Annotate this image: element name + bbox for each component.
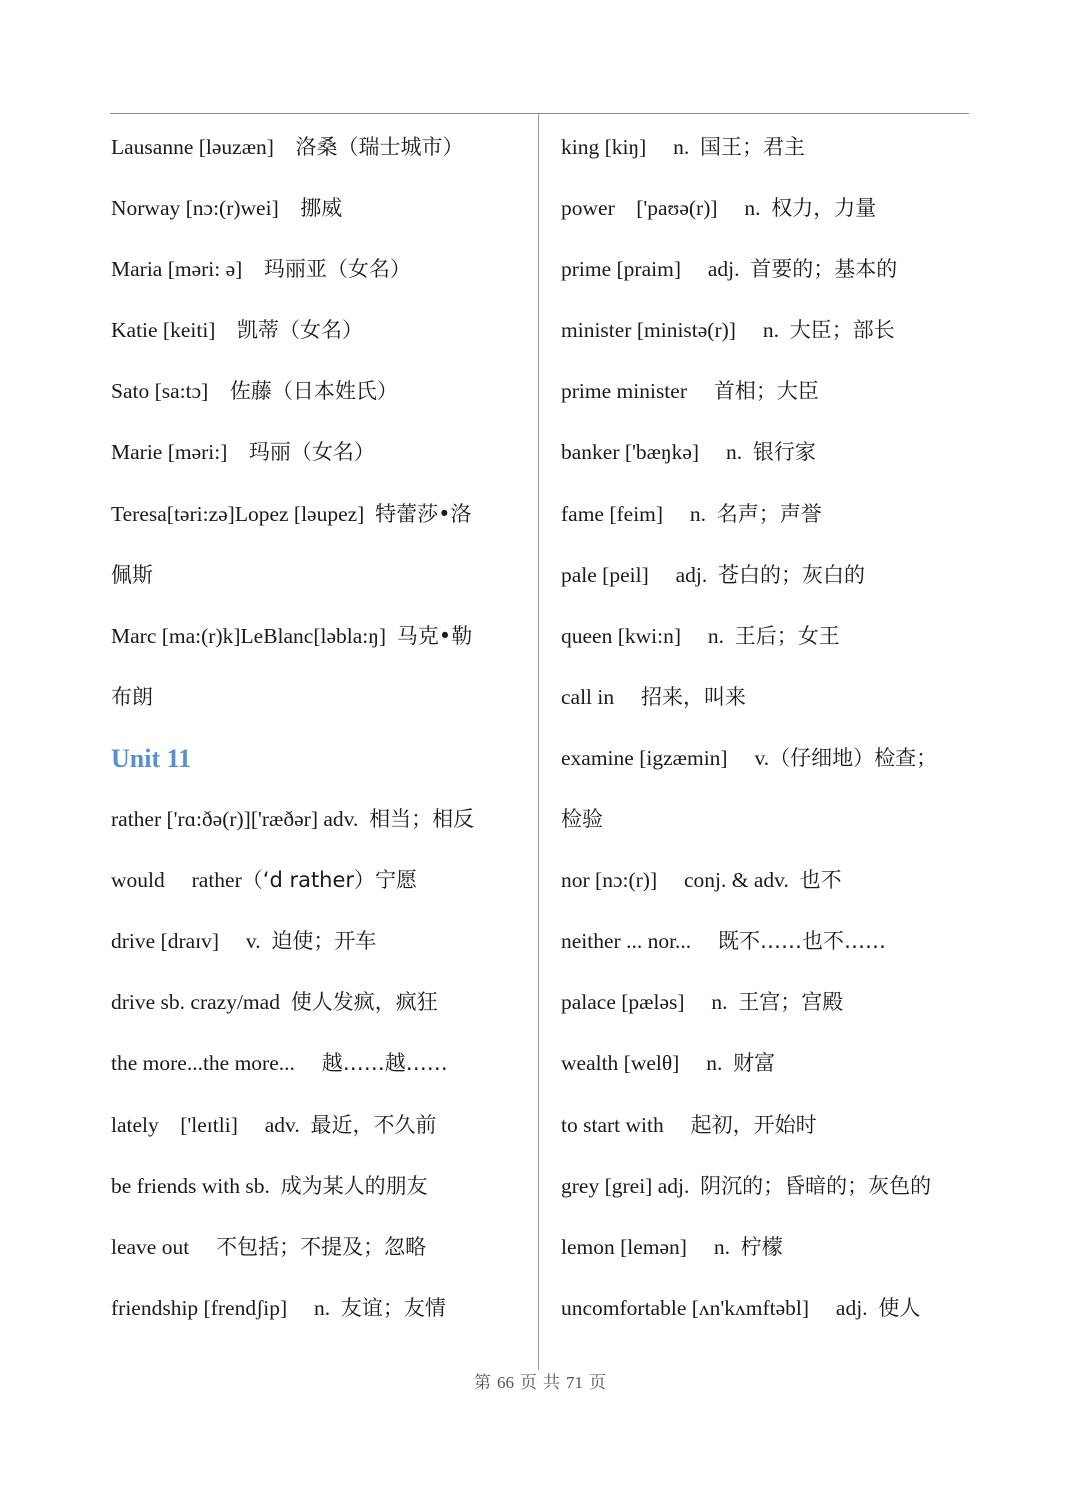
entry-chinese: 友谊；友情: [340, 1295, 446, 1320]
vocab-entry: [111, 789, 526, 850]
entry-chinese: 不包括；不提及；忽略: [216, 1234, 427, 1259]
vocab-entry: [561, 1033, 981, 1094]
vocab-entry: [561, 911, 981, 972]
entry-english: palace [pæləs] n.: [561, 990, 739, 1015]
footer-suffix: 页: [589, 1373, 606, 1392]
entry-english: friendship [frendʃip] n.: [111, 1295, 341, 1320]
entry-chinese: 苍白的；灰白的: [718, 562, 866, 587]
entry-chinese: 最近，不久前: [310, 1112, 437, 1137]
entry-chinese: 使人发疯，疯狂: [290, 990, 438, 1015]
entry-chinese: 马克•勒: [396, 623, 473, 648]
entry-chinese: 起初，开始时: [690, 1112, 817, 1137]
entry-chinese: 大臣；部长: [789, 318, 895, 343]
vocab-entry: [111, 117, 526, 178]
entry-english: prime [praim] adj.: [561, 257, 751, 282]
vocab-entry: [561, 1156, 981, 1217]
entry-chinese: 使人: [878, 1295, 921, 1320]
entry-chinese: 王后；女王: [734, 623, 840, 648]
current-page-number: 66: [497, 1373, 514, 1392]
vocab-entry: [561, 972, 981, 1033]
entry-chinese: 挪威: [300, 196, 343, 221]
entry-english: queen [kwi:n] n.: [561, 623, 735, 648]
page-footer: [0, 1368, 1080, 1393]
entry-chinese: （‘d rather）宁愿: [241, 868, 418, 893]
vocab-entry: [561, 361, 981, 422]
vocab-entry: [111, 361, 526, 422]
entry-english: examine [igzæmin] v.: [561, 745, 770, 770]
vocab-entry: [561, 117, 981, 178]
vocab-entry: [111, 972, 526, 1033]
entry-chinese: 佐藤（日本姓氏）: [229, 379, 398, 404]
entry-chinese: 成为某人的朋友: [280, 1173, 428, 1198]
header-rule: [110, 113, 969, 114]
entry-chinese: 首要的；基本的: [750, 257, 898, 282]
entry-english: drive [draɪv] v.: [111, 929, 272, 954]
entry-english: Marc [ma:(r)k]LeBlanc[ləbla:ŋ]: [111, 623, 397, 648]
entry-english: Marie [məri:]: [111, 440, 249, 465]
entry-chinese: 柠檬: [740, 1234, 783, 1259]
vocab-entry: [561, 1095, 981, 1156]
vocab-entry: [561, 850, 981, 911]
vocab-entry: [111, 850, 526, 911]
entry-english: rather ['rɑ:ðə(r)]['ræðər] adv.: [111, 807, 370, 832]
entry-chinese: 特蕾莎•洛: [375, 501, 472, 526]
entry-english: uncomfortable [ʌn'kʌmftəbl] adj.: [561, 1295, 879, 1320]
entry-chinese: 迫使；开车: [271, 929, 377, 954]
unit-heading: Unit 11: [111, 743, 192, 773]
entry-english: Sato [sa:tɔ]: [111, 379, 230, 404]
entry-english: to start with: [561, 1112, 691, 1137]
footer-total-word: 共: [543, 1373, 560, 1392]
entry-chinese: 国王；君主: [700, 135, 806, 159]
vocab-entry: [111, 1156, 526, 1217]
entry-chinese: （仔细地）检查；: [769, 745, 938, 770]
vocab-entry: [111, 484, 526, 545]
left-column: [111, 117, 526, 1339]
entry-english: lately ['leɪtli] adv.: [111, 1112, 311, 1137]
vocab-entry: [111, 300, 526, 361]
entry-english: Maria [məri: ə]: [111, 257, 264, 282]
vocab-entry: [111, 422, 526, 483]
entry-english: would rather: [111, 868, 242, 893]
entry-english: minister [ministə(r)] n.: [561, 318, 790, 343]
vocab-entry: [561, 1217, 981, 1278]
vocab-entry: [561, 1278, 981, 1339]
right-column: [561, 117, 981, 1339]
entry-english: Katie [keiti]: [111, 318, 237, 343]
entry-chinese: 洛桑（瑞士城市）: [295, 135, 464, 159]
vocab-entry: [561, 606, 981, 667]
entry-english: lemon [lemən] n.: [561, 1234, 741, 1259]
entry-chinese: 佩斯: [111, 562, 153, 587]
vocab-entry: [561, 667, 981, 728]
entry-chinese: 权力，力量: [771, 196, 877, 221]
entry-chinese: 阴沉的；昏暗的；灰色的: [700, 1173, 932, 1198]
entry-chinese: 布朗: [111, 684, 153, 709]
vocab-entry-continuation: [111, 545, 526, 606]
total-page-count: 71: [566, 1373, 583, 1392]
vocab-entry: [561, 239, 981, 300]
entry-chinese: 首相；大臣: [713, 379, 819, 404]
entry-english: pale [peil] adj.: [561, 562, 719, 587]
entry-chinese: 玛丽亚（女名）: [263, 257, 411, 282]
vocab-entry-continuation: [111, 667, 526, 728]
entry-chinese: 既不……也不……: [718, 929, 887, 954]
vocab-entry: [561, 178, 981, 239]
entry-english: Norway [nɔ:(r)wei]: [111, 196, 301, 221]
entry-english: neither ... nor...: [561, 929, 719, 954]
vocab-entry: [561, 484, 981, 545]
vocab-entry: [111, 911, 526, 972]
entry-english: nor [nɔ:(r)] conj. & adv.: [561, 868, 800, 893]
vocab-entry: [111, 178, 526, 239]
entry-chinese: 财富: [733, 1051, 776, 1076]
entry-chinese: 玛丽（女名）: [248, 440, 375, 465]
entry-english: wealth [welθ] n.: [561, 1051, 734, 1076]
vocab-entry: [561, 545, 981, 606]
entry-english: fame [feim] n.: [561, 501, 717, 526]
entry-english: leave out: [111, 1234, 217, 1259]
vocab-entry-continuation: [561, 789, 981, 850]
entry-chinese: 招来，叫来: [641, 684, 747, 709]
entry-chinese: 凯蒂（女名）: [236, 318, 363, 343]
entry-english: the more...the more...: [111, 1051, 322, 1076]
entry-english: power ['paʊə(r)] n.: [561, 196, 772, 221]
vocab-entry: [111, 1033, 526, 1094]
entry-english: Lausanne [ləuzæn]: [111, 135, 296, 159]
entry-chinese: 银行家: [752, 440, 816, 465]
entry-chinese: 相当；相反: [369, 807, 475, 832]
vocab-entry: [561, 300, 981, 361]
footer-page-word: 页: [520, 1373, 537, 1392]
footer-prefix: 第: [474, 1373, 491, 1392]
vocab-entry: [111, 1217, 526, 1278]
entry-english: drive sb. crazy/mad: [111, 990, 291, 1015]
vocab-entry: [561, 728, 981, 789]
entry-english: call in: [561, 684, 642, 709]
entry-english: Teresa[təri:zə]Lopez [ləupez]: [111, 501, 376, 526]
entry-english: king [kiŋ] n.: [561, 135, 701, 159]
entry-chinese: 也不: [799, 868, 842, 893]
entry-english: prime minister: [561, 379, 714, 404]
vocab-entry: [111, 239, 526, 300]
entry-chinese: 王宫；宫殿: [738, 990, 844, 1015]
entry-chinese: 越……越……: [321, 1051, 448, 1076]
vocab-entry: [111, 606, 526, 667]
vocab-entry: [111, 1278, 526, 1339]
entry-chinese: 检验: [561, 807, 603, 832]
entry-english: grey [grei] adj.: [561, 1173, 701, 1198]
entry-chinese: 名声；声誉: [716, 501, 822, 526]
vocab-entry: [561, 422, 981, 483]
entry-english: banker ['bæŋkə] n.: [561, 440, 753, 465]
column-divider: [538, 114, 539, 1370]
entry-english: be friends with sb.: [111, 1173, 281, 1198]
vocab-entry: [111, 1095, 526, 1156]
